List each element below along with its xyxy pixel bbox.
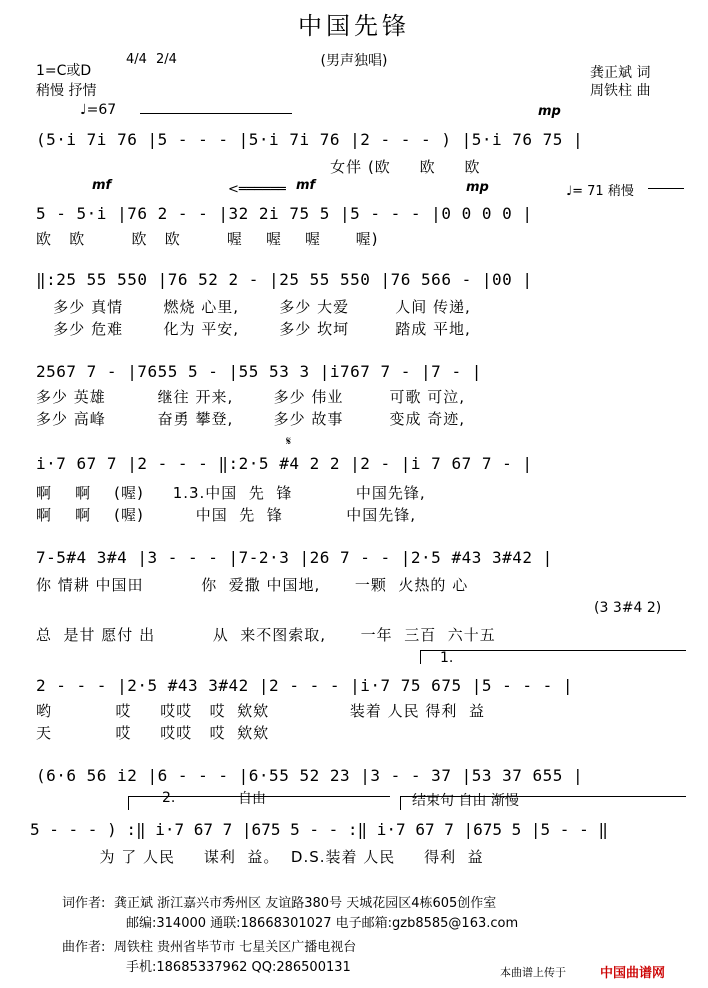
lyric-line-7b: 天 哎 哎哎 哎 欸欸 [36,724,270,742]
ending-text: 结束句 自由 渐慢 [412,793,519,809]
site-logo[interactable]: 中国曲谱网 [600,966,666,981]
score-line-6: 7-5#4 3#4 |3 - - - |7-2·3 |26 7 - - |2·5 #43 3#42 | [36,548,553,567]
volta-1-line [420,650,686,651]
time-signature-1: 4/4 [126,52,147,67]
volta-2-bracket [128,796,129,810]
footer-composer-label: 曲作者: [62,940,106,955]
dynamic-mp-1: mp [538,104,561,119]
lyric-line-7a: 哟 哎 哎哎 哎 欸欸 装着 人民 得利 益 [36,702,485,720]
segno-sign: 𝄋 [286,434,292,448]
footer-lyricist-label: 词作者: [62,896,106,911]
volta-2-label: 2. [162,790,176,806]
footer-composer-contact: 手机:18685337962 QQ:286500131 [126,960,351,975]
score-line-9: 5 - - - ) :‖ i·7 67 7 |675 5 - - :‖ i·7 67 7 |675 5 |5 - - ‖ [30,820,608,839]
tempo-change: ♩= 71 稍慢 [566,184,634,199]
tempo-text: 稍慢 抒情 [36,83,97,99]
tempo-line [140,113,292,114]
score-line-5: i·7 67 7 |2 - - - ‖:2·5 #4 2 2 |2 - |i 7 67 7 - | [36,454,533,473]
lyric-line-9: 为 了 人民 谋利 益。 D.S.装着 人民 得利 益 [36,848,484,866]
footer-composer-info: 周铁柱 贵州省毕节市 七星关区广播电视台 [114,940,357,955]
key-signature: 1=C或D [36,63,92,79]
lyricist-credit: 龚正斌 词 [590,65,651,81]
dynamic-mp-2: mp [466,180,489,195]
volta-2-text: 自由 [238,791,266,807]
composer-credit: 周铁柱 曲 [590,83,651,99]
crescendo-mark: <══════ [228,182,286,197]
lyric-line-2: 欧 欧 欧 欧 喔 喔 喔 喔) [36,230,379,248]
lyric-line-6b: 总 是甘 愿付 出 从 来不图索取, 一年 三百 六十五 [36,626,496,644]
lyric-line-4b: 多少 高峰 奋勇 攀登, 多少 故事 变成 奇迹, [36,410,466,428]
alt-notes: (3 3#4 2) [594,600,662,616]
tempo-mark: ♩=67 [80,102,117,118]
lyric-line-5a: 啊 啊 (喔) 1.3.中国 先 锋 中国先锋, [36,484,426,502]
score-line-8: (6·6 56 i2 |6 - - - |6·55 52 23 |3 - - 37 |53 37 655 | [36,766,584,785]
song-title: 中国先锋 [298,12,410,40]
time-signature-2: 2/4 [156,52,177,67]
song-subtitle: (男声独唱) [320,53,388,69]
footer-lyricist-contact: 邮编:314000 通联:18668301027 电子邮箱:gzb8585@163.com [126,916,519,931]
footer-lyricist-info: 龚正斌 浙江嘉兴市秀州区 友谊路380号 天城花园区4栋605创作室 [114,896,497,911]
score-line-1: (5·i 7i 76 |5 - - - |5·i 7i 76 |2 - - - ) |5·i 76 75 | [36,130,584,149]
volta-1-bracket [420,650,421,664]
lyric-line-5b: 啊 啊 (喔) 中国 先 锋 中国先锋, [36,506,417,524]
score-line-7: 2 - - - |2·5 #43 3#42 |2 - - - |i·7 75 675 |5 - - - | [36,676,574,695]
lyric-line-1: 女伴 (欧 欧 欧 [36,158,481,176]
score-line-2: 5 - 5·i |76 2 - - |32 2i 75 5 |5 - - - |0 0 0 0 | [36,204,533,223]
dynamic-mf-1: mf [92,178,112,193]
score-line-4: 2567 7 - |7655 5 - |55 53 3 |i767 7 - |7 - | [36,362,482,381]
lyric-line-6a: 你 情耕 中国田 你 爱撒 中国地, 一颗 火热的 心 [36,576,469,594]
lyric-line-3a: 多少 真情 燃烧 心里, 多少 大爱 人间 传递, [36,298,471,316]
dynamic-mf-2: mf [296,178,316,193]
tempo-change-line [648,188,684,189]
lyric-line-4a: 多少 英雄 继往 开来, 多少 伟业 可歌 可泣, [36,388,466,406]
lyric-line-3b: 多少 危难 化为 平安, 多少 坎坷 踏成 平地, [36,320,471,338]
ending-bracket [400,796,401,810]
upload-text: 本曲谱上传于 [500,966,566,979]
volta-1-label: 1. [440,650,454,666]
score-line-3: ‖:25 55 550 |76 52 2 - |25 55 550 |76 566 - |00 | [36,270,533,289]
